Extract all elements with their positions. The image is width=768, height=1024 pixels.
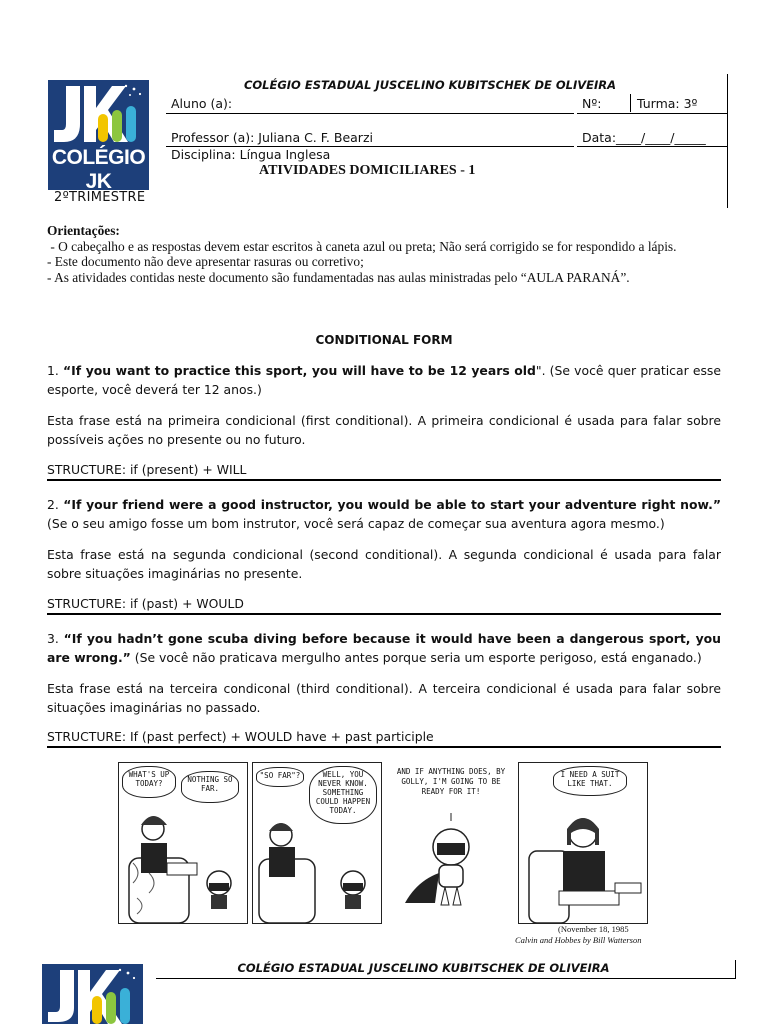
footer-school-name: COLÉGIO ESTADUAL JUSCELINO KUBITSCHEK DE OLIVEIRA <box>237 961 610 975</box>
teacher-label: Professor (a): Juliana C. F. Bearzi <box>171 130 373 145</box>
term-label: 2ºTRIMESTRE <box>54 190 146 205</box>
comic-panel-4 <box>518 762 648 924</box>
date-label: Data:____/____/_____ <box>582 130 706 145</box>
conditional-number: 2. <box>47 497 64 512</box>
guidelines-title: Orientações: <box>47 223 120 238</box>
guideline-item: - O cabeçalho e as respostas devem estar escritos à caneta azul ou preta; Não será corrigido se for respondido a lápis. <box>47 238 677 254</box>
school-name: COLÉGIO ESTADUAL JUSCELINO KUBITSCHEK DE OLIVEIRA <box>243 78 617 92</box>
conditional-translation: (Se você não praticava mergulho antes porque seria um esporte perigoso, está enganado.) <box>130 649 702 665</box>
jk-logo-icon <box>48 80 149 155</box>
speech-bubble: NOTHING SO FAR. <box>181 771 239 803</box>
footer-rule <box>156 978 735 979</box>
speech-bubble: I NEED A SUIT LIKE THAT. <box>553 766 627 796</box>
conditional-1-structure: STRUCTURE: if (present) + WILL <box>47 462 721 481</box>
calvin-mom-sitting-icon <box>119 803 247 923</box>
footer-right-border <box>735 960 736 979</box>
comic-text: AND IF ANYTHING DOES, BY GOLLY, I'M GOING TO BE READY FOR IT! <box>396 767 506 796</box>
conditional-number: 3. <box>47 631 64 646</box>
conditional-number: 1. <box>47 363 63 378</box>
conditional-2-sentence <box>47 496 721 533</box>
conditional-2-structure: STRUCTURE: if (past) + WOULD <box>47 596 721 615</box>
class-label: Turma: 3º <box>637 96 698 111</box>
conditional-1-explanation: Esta frase está na primeira condicional (first conditional). A primeira condicional é usada para falar sobre possíveis ações no presente ou no futuro. <box>47 413 721 447</box>
comic-credit: Calvin and Hobbes by Bill Watterson <box>515 935 642 945</box>
calvin-mom-sitting-icon <box>253 823 381 923</box>
number-underline <box>577 113 727 114</box>
section-title: CONDITIONAL FORM <box>315 333 453 347</box>
subject-label: Disciplina: Língua Inglesa <box>171 147 331 162</box>
activity-title: ATIVIDADES DOMICILIARES - 1 <box>259 163 476 178</box>
conditional-3-explanation: Esta frase está na terceira condiconal (third conditional). A terceira condicional é usada para falar sobre situações imaginárias no passado. <box>47 681 721 715</box>
conditional-3-structure: STRUCTURE: If (past perfect) + WOULD have + past participle <box>47 729 721 748</box>
calvin-spacesuit-icon <box>387 813 515 923</box>
calvin-mom-sitting-icon <box>519 803 647 923</box>
conditional-3-sentence <box>47 630 721 667</box>
speech-bubble: WHAT'S UP TODAY? <box>122 766 176 798</box>
comic-panel-2 <box>252 762 382 924</box>
guideline-item: - Este documento não deve apresentar rasuras ou corretivo; <box>47 254 364 269</box>
jk-logo-icon <box>42 964 143 1024</box>
conditional-quote: “If you want to practice this sport, you will have to be 12 years old <box>63 363 536 378</box>
guidelines-block <box>47 223 747 285</box>
header-right-border <box>727 74 728 208</box>
logo-caption: COLÉGIO JK <box>51 146 146 190</box>
conditional-translation: (Se o seu amigo fosse um bom instrutor, você será capaz de começar sua aventura agora mesmo.) <box>47 515 665 531</box>
comic-panel-3 <box>386 762 516 924</box>
student-label: Aluno (a): <box>171 96 233 111</box>
speech-bubble: WELL, YOU NEVER KNOW. SOMETHING COULD HAPPEN TODAY. <box>309 766 377 824</box>
comic-panel-1 <box>118 762 248 924</box>
number-label: Nº: <box>582 96 602 111</box>
conditional-1-sentence <box>47 362 721 399</box>
comic-strip <box>118 762 650 948</box>
conditional-translation: ". (Se você quer praticar esse esporte, você deverá ter 12 anos.) <box>47 363 721 397</box>
comic-date: (November 18, 1985 <box>558 924 629 934</box>
school-logo <box>48 80 149 190</box>
conditional-quote: “If your friend were a good instructor, you would be able to start your adventure right now.” <box>63 497 721 512</box>
student-underline <box>166 113 574 114</box>
footer-logo <box>42 964 143 1024</box>
speech-bubble: "SO FAR"? <box>256 767 304 787</box>
conditional-2-explanation: Esta frase está na segunda condicional (second conditional). A segunda condicional é usada para falar sobre situações imaginárias no presente. <box>47 547 721 581</box>
number-divider <box>630 94 631 112</box>
conditional-quote: “If you hadn’t gone scuba diving before because it would have been a dangerous sport, you are wrong.” <box>47 631 721 665</box>
guideline-item: - As atividades contidas neste documento são fundamentadas nas aulas ministradas pelo “AULA PARANÁ”. <box>47 269 630 285</box>
date-underline <box>577 146 727 147</box>
